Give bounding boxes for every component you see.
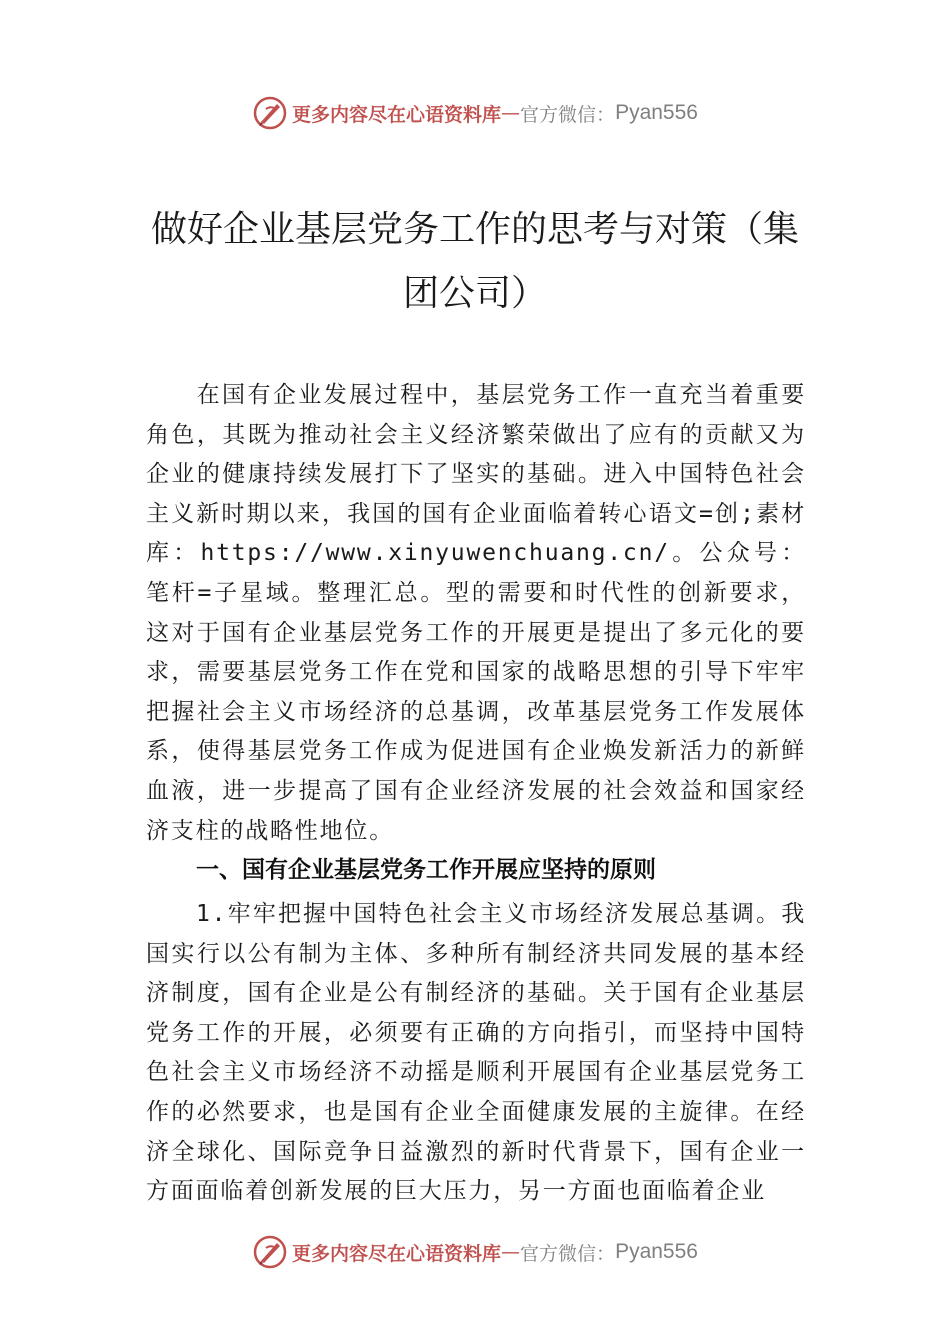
banner-main-text: 更多内容尽在心语资料库 (292, 103, 502, 126)
document-title: 做好企业基层党务工作的思考与对策（集团公司） (150, 209, 799, 314)
section-heading: 一、国有企业基层党务工作开展应坚持的原则 (196, 857, 656, 883)
banner-wechat-id: Pyan556 (615, 101, 698, 124)
body-paragraph-2 (146, 895, 806, 1212)
paragraph-1-text: 在国有企业发展过程中，基层党务工作一直充当着重要角色，其既为推动社会主义经济繁荣做出了应有的贡献又为企业的健康持续发展打下了坚实的基础。进入中国特色社会主义新时期以来，我国的国有企业面临着转心语文=创;素材库：https://www.xinyuwenchuang.cn/。公众号：笔杆=子星域。整理汇总。型的需要和时代性的创新要求，这对于国有企业基层党务工作的开展更是提出了多元化的要求，需要基层党务工作在党和国家的战略思想的引导下牢牢把握社会主义市场经济的总基调，改革基层党务工作发展体系，使得基层党务工作成为促进国有企业焕发新活力的新鲜血液，进一步提高了国有企业经济发展的社会效益和国家经济支柱的战略性地位。 (146, 382, 806, 844)
paragraph-2-text: 1.牢牢把握中国特色社会主义市场经济发展总基调。我国实行以公有制为主体、多种所有制经济共同发展的基本经济制度，国有企业是公有制经济的基础。关于国有企业基层党务工作的开展，必须要有正确的方向指引，而坚持中国特色社会主义市场经济不动摇是顺利开展国有企业基层党务工作的必然要求，也是国有企业全面健康发展的主旋律。在经济全球化、国际竞争日益激烈的新时代背景下，国有企业一方面面临着创新发展的巨大压力，另一方面也面临着企业 (146, 901, 806, 1205)
banner-wechat-label: 官方微信： (520, 103, 616, 126)
footer-banner (0, 1232, 950, 1272)
body-paragraph-1 (146, 376, 806, 851)
pen-logo-icon (252, 95, 288, 131)
banner-wechat-id: Pyan556 (615, 1240, 698, 1263)
banner-separator: — (501, 1241, 521, 1263)
banner-wechat-label: 官方微信： (520, 1242, 616, 1265)
pen-logo-icon (252, 1234, 288, 1270)
header-banner (0, 93, 950, 133)
banner-main-text: 更多内容尽在心语资料库 (292, 1242, 502, 1265)
banner-separator: — (501, 102, 521, 124)
